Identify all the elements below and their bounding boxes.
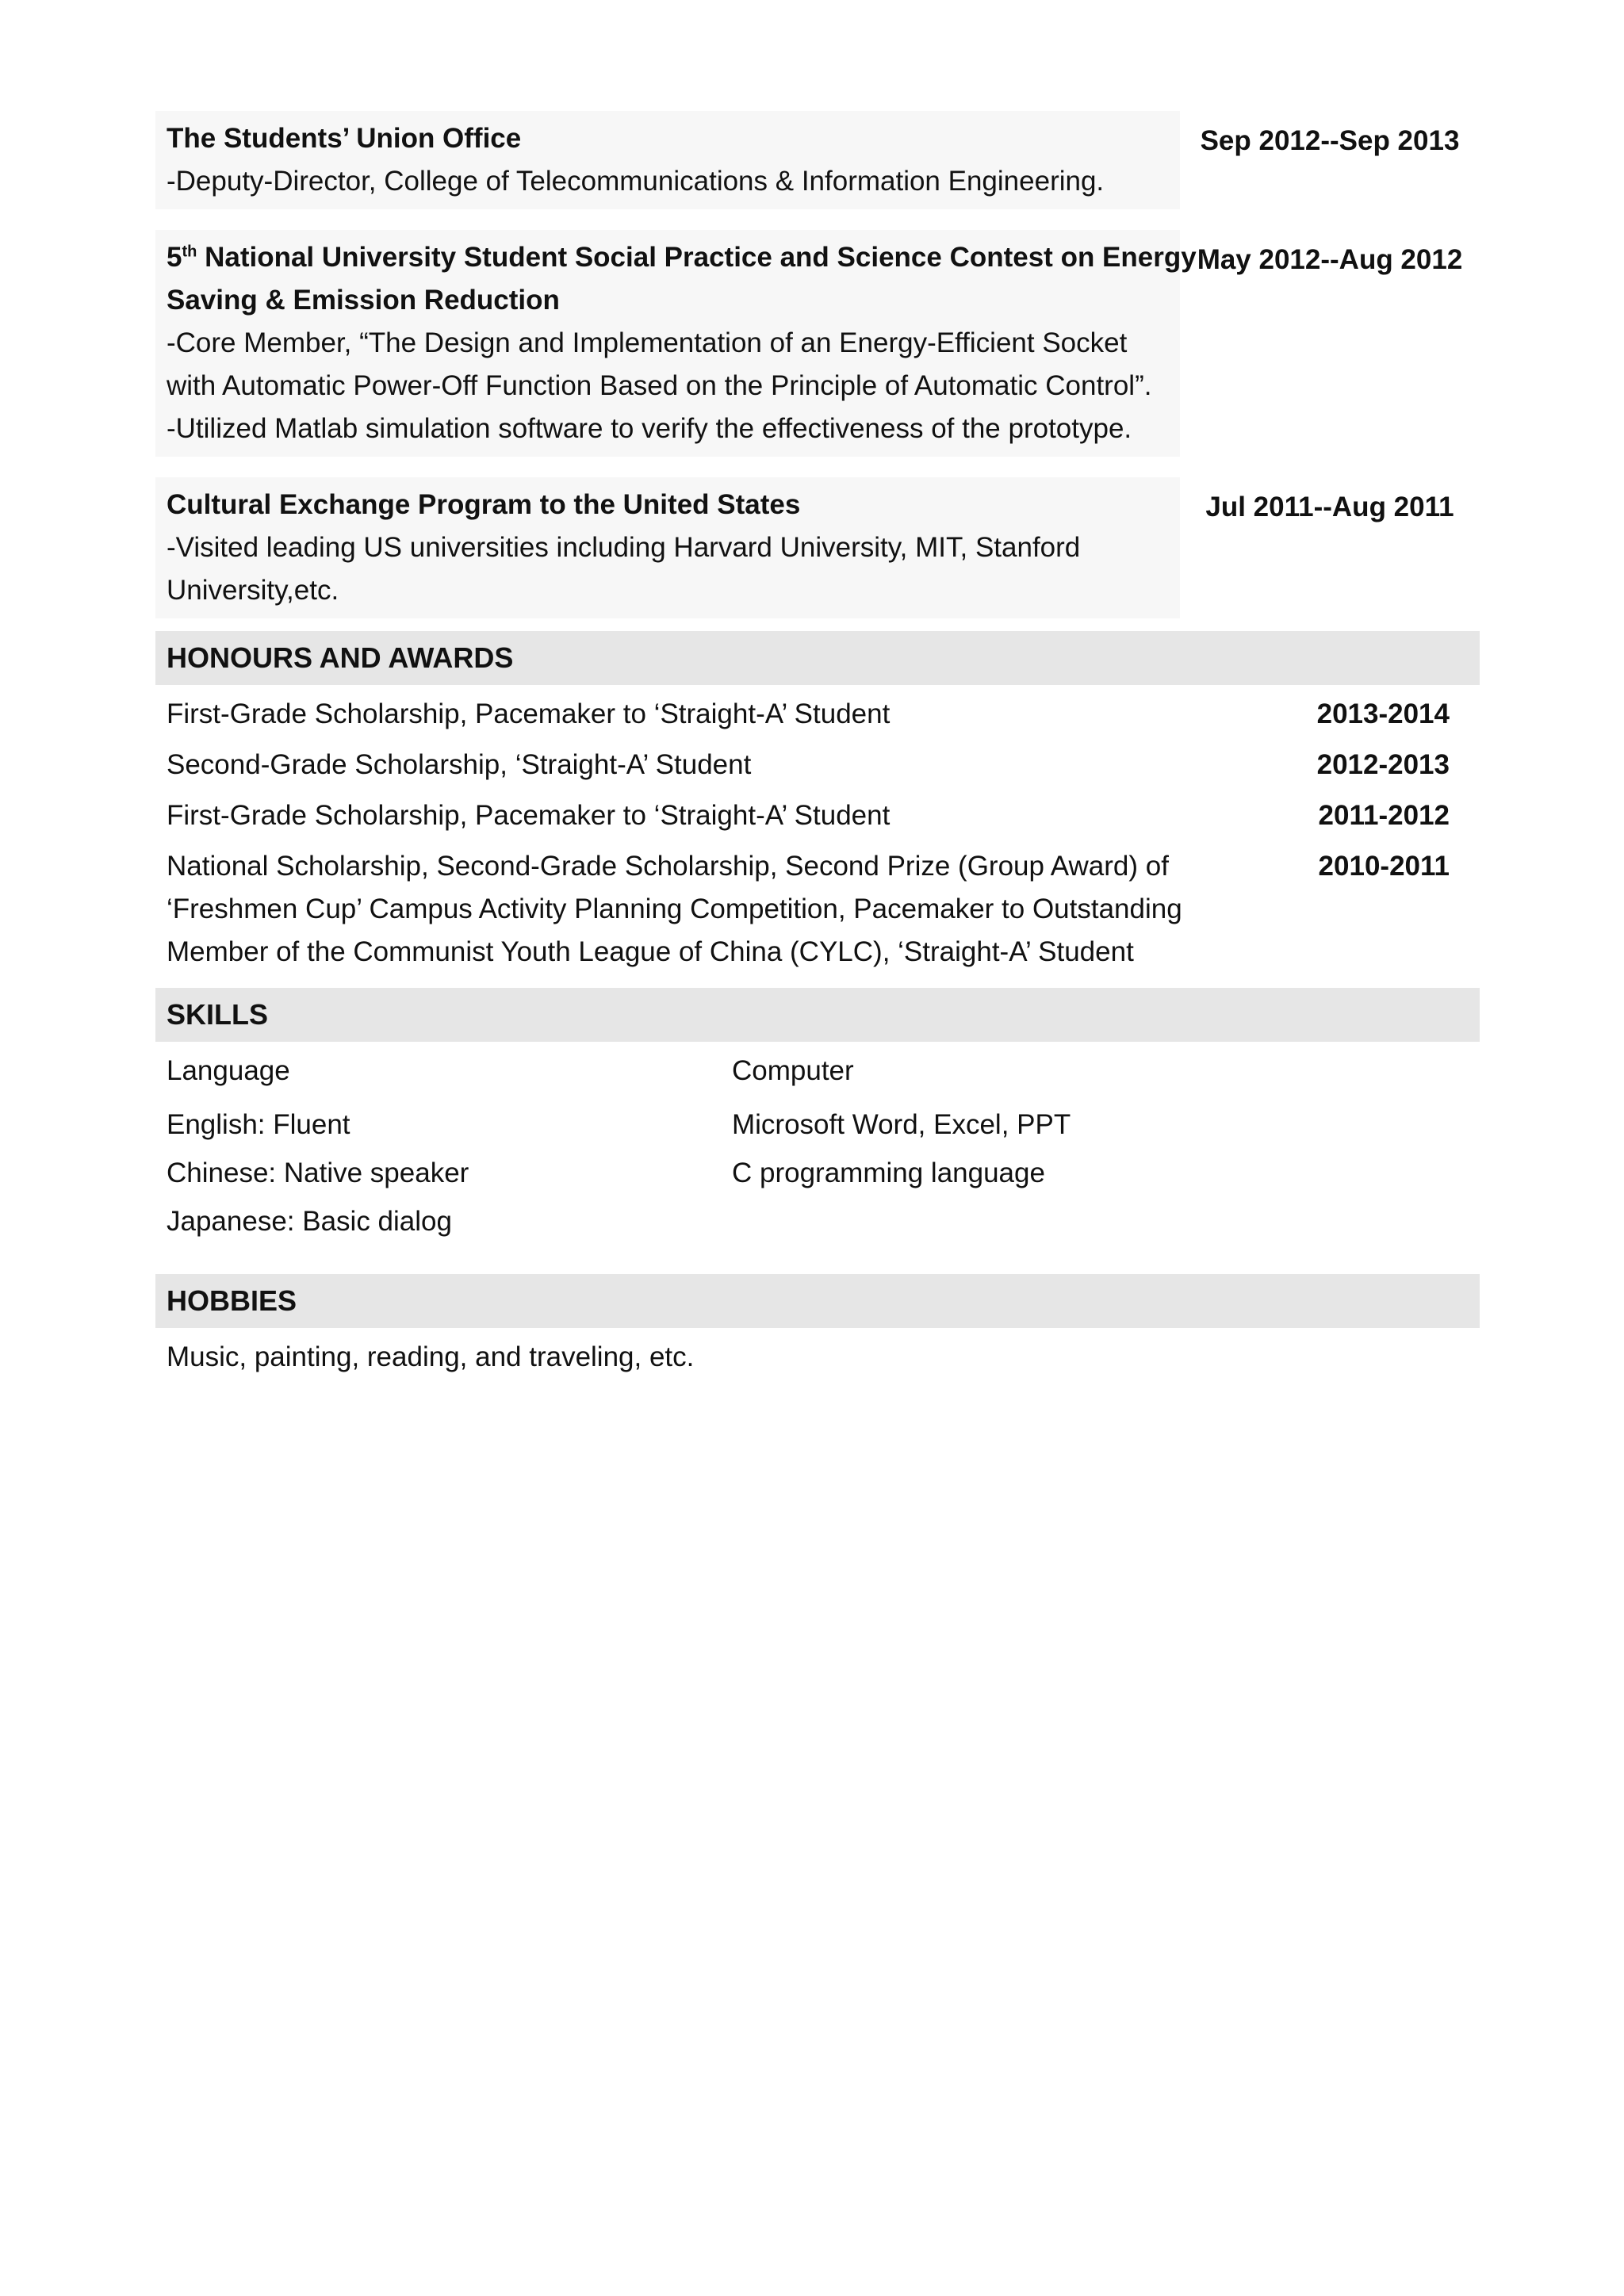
activity-detail: -Deputy-Director, College of Telecommunications & Information Engineering. — [167, 166, 1105, 197]
skill-language-item: Japanese: Basic dialog — [167, 1206, 452, 1237]
activity-title-line-2: Saving & Emission Reduction — [167, 285, 560, 316]
award-item — [155, 693, 1480, 736]
activity-title: Cultural Exchange Program to the United States — [167, 489, 801, 520]
award-text: First-Grade Scholarship, Pacemaker to ‘Straight-A’ Student — [167, 698, 891, 729]
award-text-line: Member of the Communist Youth League of China (CYLC), ‘Straight-A’ Student — [167, 936, 1134, 967]
activity-date: Sep 2012--Sep 2013 — [1200, 125, 1460, 156]
award-text — [155, 845, 1197, 974]
hobbies-text: Music, painting, reading, and traveling, etc. — [167, 1341, 695, 1372]
skills-computer-label: Computer — [732, 1055, 854, 1086]
award-year: 2010-2011 — [1318, 851, 1450, 882]
activity-title: The Students’ Union Office — [167, 123, 522, 154]
award-item — [155, 794, 1480, 837]
skill-language-item: Chinese: Native speaker — [167, 1158, 469, 1188]
award-text-line: National Scholarship, Second-Grade Scholarship, Second Prize (Group Award) of — [167, 851, 1169, 882]
award-text: First-Grade Scholarship, Pacemaker to ‘Straight-A’ Student — [167, 800, 891, 831]
activity-entry — [155, 230, 1480, 457]
skill-computer-item: Microsoft Word, Excel, PPT — [732, 1109, 1071, 1140]
award-year: 2012-2013 — [1316, 749, 1450, 780]
award-text: Second-Grade Scholarship, ‘Straight-A’ Student — [167, 749, 752, 780]
activity-body — [155, 111, 1180, 209]
activity-detail: -Visited leading US universities including Harvard University, MIT, Stanford — [167, 532, 1081, 563]
award-item — [155, 845, 1480, 974]
activity-date: May 2012--Aug 2012 — [1197, 244, 1463, 275]
skills-language-column — [167, 1050, 732, 1249]
award-text-line: ‘Freshmen Cup’ Campus Activity Planning Competition, Pacemaker to Outstanding — [167, 894, 1182, 924]
activity-detail: -Utilized Matlab simulation software to verify the effectiveness of the prototype. — [167, 413, 1132, 444]
activity-title — [167, 236, 1197, 279]
activity-body — [155, 477, 1180, 618]
skills-table — [155, 1050, 1480, 1249]
activity-title-number: 5 — [167, 242, 182, 273]
activity-title-superscript: th — [182, 243, 197, 261]
activity-entry — [155, 111, 1480, 209]
section-header-honours: HONOURS AND AWARDS — [155, 631, 1480, 685]
skill-language-item: English: Fluent — [167, 1109, 350, 1140]
activity-detail: University,etc. — [167, 575, 339, 606]
section-header-skills: SKILLS — [155, 988, 1480, 1042]
section-header-hobbies: HOBBIES — [155, 1274, 1480, 1328]
skills-computer-column — [732, 1050, 1480, 1249]
activity-body — [155, 230, 1197, 457]
activity-entry — [155, 477, 1480, 618]
skill-computer-item: C programming language — [732, 1158, 1045, 1188]
skills-language-label: Language — [167, 1055, 290, 1086]
activity-title-text: National University Student Social Practice and Science Contest on Energy — [197, 242, 1197, 273]
activity-date: Jul 2011--Aug 2011 — [1205, 492, 1454, 522]
activity-detail: -Core Member, “The Design and Implementation of an Energy-Efficient Socket — [167, 327, 1128, 358]
award-item — [155, 744, 1480, 786]
award-year: 2011-2012 — [1318, 800, 1450, 831]
resume-page — [155, 111, 1480, 1379]
award-year: 2013-2014 — [1316, 698, 1450, 729]
activity-detail: with Automatic Power-Off Function Based on the Principle of Automatic Control”. — [167, 370, 1152, 401]
